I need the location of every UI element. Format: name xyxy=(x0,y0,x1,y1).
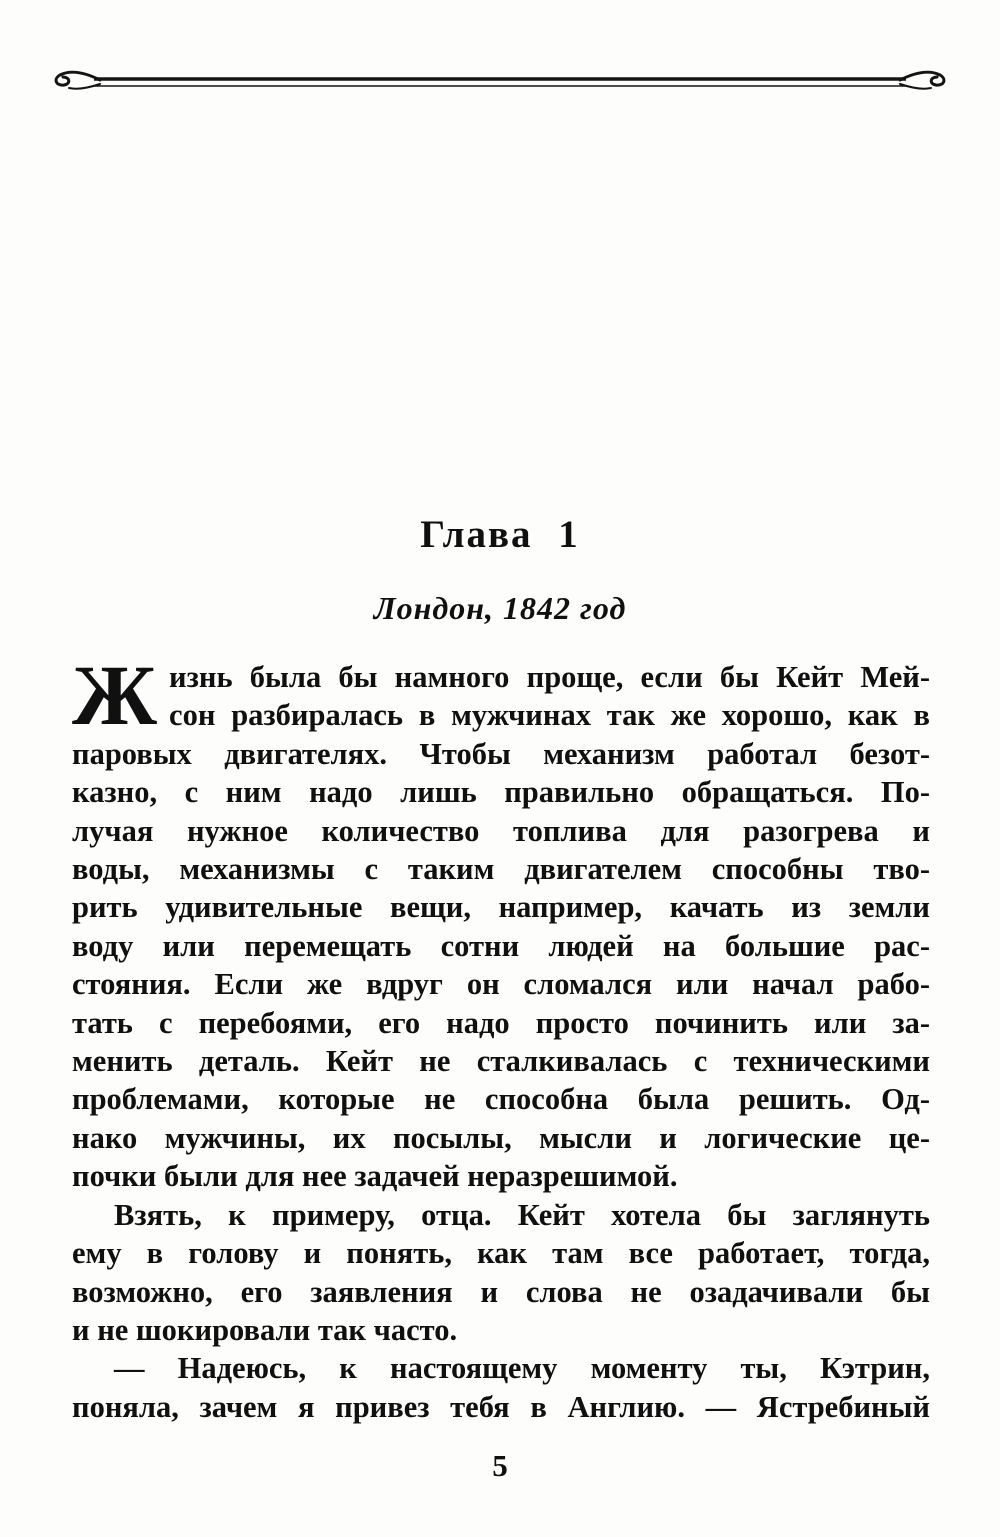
paragraph xyxy=(72,647,930,1196)
text-line: поняла, зачем я привез тебя в Англию. — Ястребиный xyxy=(72,1389,930,1424)
dropcap-letter: Ж xyxy=(72,647,158,743)
text-line: тать с перебоями, его надо просто починить или за- xyxy=(72,1005,930,1040)
text-line: Взять, к примеру, отца. Кейт хотела бы заглянуть xyxy=(114,1197,930,1232)
page-number: 5 xyxy=(492,1448,508,1483)
text-line: воду или перемещать сотни людей на большие рас- xyxy=(72,928,930,963)
body-text xyxy=(72,647,930,1426)
paragraph xyxy=(72,1196,930,1350)
text-line: рить удивительные вещи, например, качать из земли xyxy=(72,890,930,925)
text-line: проблемами, которые не способна была решить. Од- xyxy=(72,1082,930,1117)
text-line: паровых двигателях. Чтобы механизм работал безот- xyxy=(72,736,930,771)
text-line: казно, с ним надо лишь правильно обращаться. По- xyxy=(72,775,930,810)
text-line: почки были для нее задачей неразрешимой. xyxy=(72,1159,678,1194)
text-line: изнь была бы намного проще, если бы Кейт Мей- xyxy=(169,660,930,694)
top-decorative-rule xyxy=(48,66,952,100)
flourish-right-icon xyxy=(900,72,944,89)
text-line: стояния. Если же вдруг он сломался или начал рабо- xyxy=(72,967,930,1002)
text-line: воды, механизмы с таким двигателем способны тво- xyxy=(72,852,930,887)
text-line: лучая нужное количество топлива для разогрева и xyxy=(72,813,930,848)
text-line: сон разбиралась в мужчинах так же хорошо, как в xyxy=(169,698,930,733)
paragraph xyxy=(72,1349,930,1426)
chapter-subtitle: Лондон, 1842 год xyxy=(373,590,627,626)
text-line: нако мужчины, их посылы, мысли и логические це- xyxy=(72,1120,930,1155)
flourish-left-icon xyxy=(56,72,100,89)
text-line: и не шокировали так часто. xyxy=(72,1312,458,1347)
text-line: возможно, его заявления и слова не озадачивали бы xyxy=(72,1274,930,1309)
text-line: — Надеюсь, к настоящему моменту ты, Кэтрин, xyxy=(114,1351,930,1386)
chapter-title: Глава 1 xyxy=(420,513,580,556)
text-line: ему в голову и понять, как там все работает, тогда, xyxy=(72,1236,930,1271)
text-line: менить деталь. Кейт не сталкивалась с техническими xyxy=(72,1044,930,1079)
